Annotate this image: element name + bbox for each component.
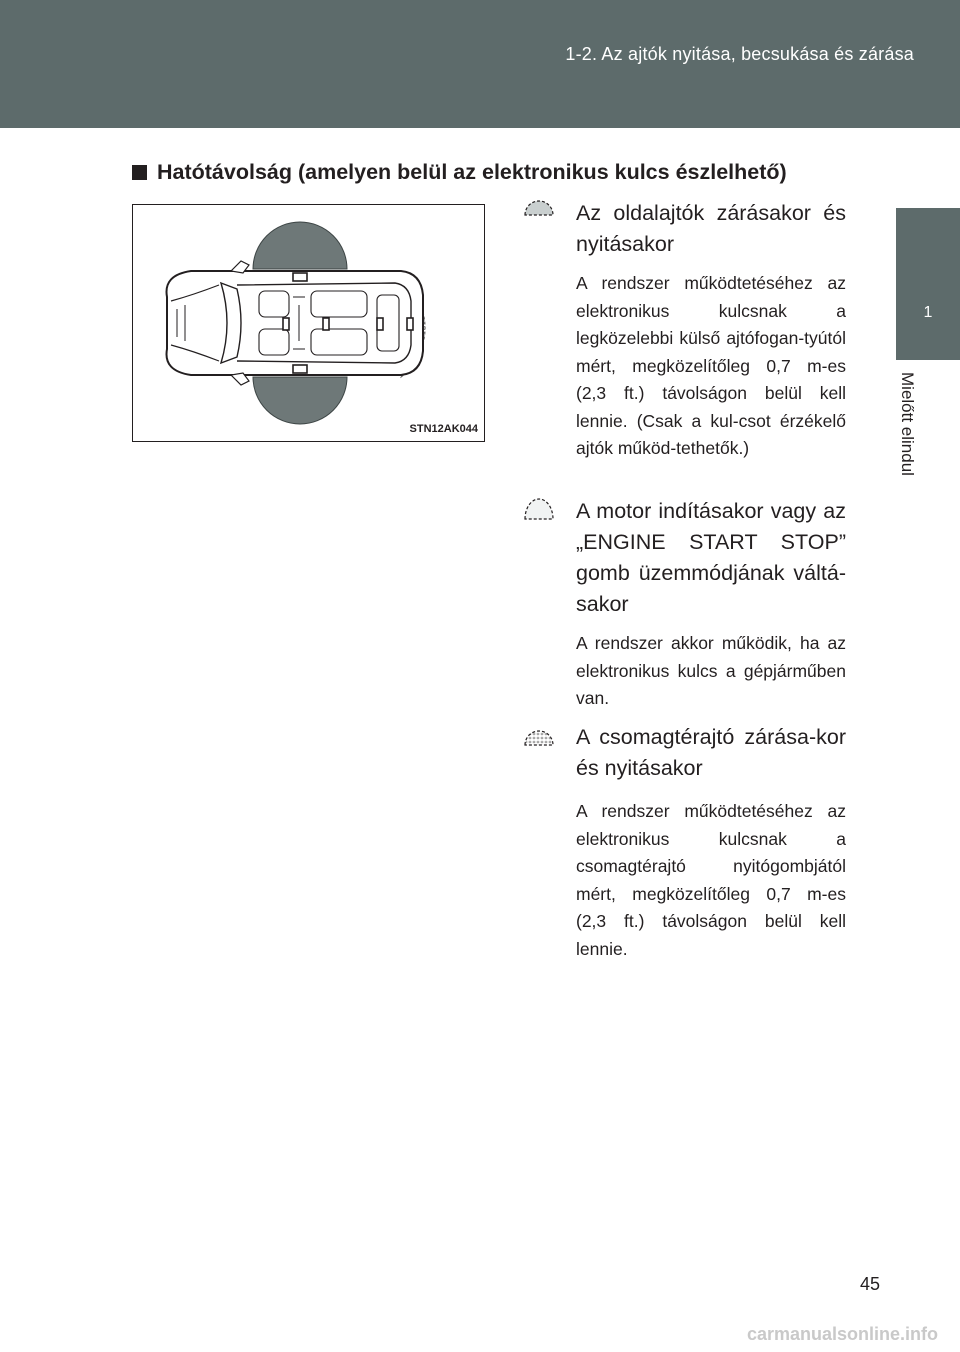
- half-circle-dark-icon: [524, 198, 554, 216]
- chapter-number: 1: [923, 304, 933, 321]
- item-2-heading: A motor indításakor vagy az „ENGINE START STOP” gomb üzemmódjának váltá-sakor: [576, 499, 846, 616]
- car-topview-illustration: [133, 205, 484, 441]
- header-title: 1-2. Az ajtók nyitása, becsukása és zárása: [565, 44, 914, 64]
- page-number: 45: [860, 1274, 881, 1294]
- section-title-text: Hatótávolság (amelyen belül az elektronikus kulcs észlelhető): [157, 160, 787, 184]
- antenna-marker-trunk: [407, 318, 413, 330]
- item-1-body: A rendszer működtetéséhez az elektronikus kulcsnak a legközelebbi külső ajtófogan-tyútól mért, megközelítőleg 0,7 m-es (2,3 ft.) távolságon belül kell lennie. (Csak a kul-csot érzékelő ajtók működ-tethetők.): [576, 273, 846, 458]
- chapter-tab: [896, 208, 960, 360]
- square-bullet-icon: [132, 165, 147, 180]
- side-door-range-zone-bottom: [253, 377, 347, 424]
- legend-trunk: [524, 728, 554, 746]
- page-header: [0, 0, 960, 128]
- half-circle-light-icon: [524, 496, 554, 520]
- section-title: [132, 160, 787, 185]
- antenna-marker-front: [283, 318, 289, 330]
- half-circle-dotted-icon: [524, 728, 554, 746]
- antenna-marker-top: [293, 273, 307, 281]
- item-1-heading: Az oldalajtók zárásakor és nyitásakor: [576, 201, 846, 256]
- antenna-marker-bottom: [293, 365, 307, 373]
- chapter-label-text: Mielőtt elindul: [898, 372, 917, 476]
- legend-side-doors: [524, 198, 554, 216]
- item-3-body: A rendszer működtetéséhez az elektronikus kulcsnak a csomagtérajtó nyitógombjától mért, megközelítőleg 0,7 m-es (2,3 ft.) távolságon belül kell lennie.: [576, 801, 846, 959]
- item-2-body: A rendszer akkor működik, ha az elektronikus kulcs a gépjárműben van.: [576, 633, 846, 708]
- legend-engine-start: [524, 496, 554, 520]
- antenna-marker-middle: [323, 318, 329, 330]
- item-3-heading: A csomagtérajtó zárása-kor és nyitásakor: [576, 725, 846, 780]
- car-range-figure: [132, 204, 485, 442]
- chapter-label: [897, 372, 937, 532]
- side-door-range-zone-top: [253, 222, 347, 269]
- antenna-marker-rear-seat: [377, 318, 383, 330]
- figure-code: STN12AK044: [409, 423, 478, 435]
- watermark-text: carmanualsonline.info: [746, 1324, 938, 1344]
